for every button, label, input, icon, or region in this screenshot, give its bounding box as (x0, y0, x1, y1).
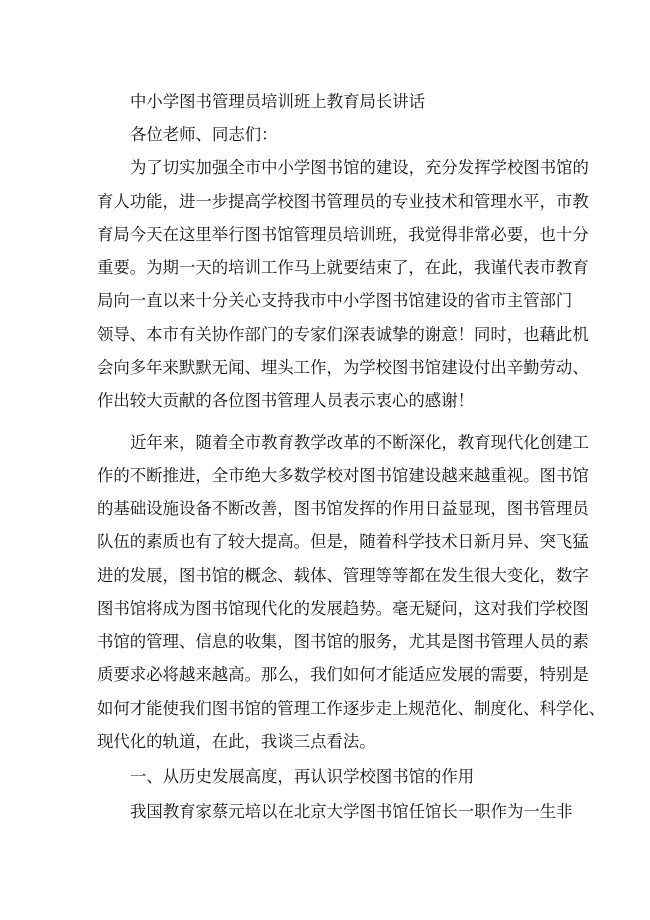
paragraph-1-line: 作出较大贡献的各位图书管理人员表示衷心的感谢！ (97, 391, 474, 410)
document-title: 中小学图书管理员培训班上教育局长讲话 (130, 92, 426, 111)
paragraph-2-line: 队伍的素质也有了较大提高。但是，随着科学技术日新月异、突飞猛 (97, 532, 589, 551)
paragraph-1-line: 会向多年来默默无闻、埋头工作，为学校图书馆建设付出辛勤劳动、 (97, 358, 589, 377)
section-heading-1: 一、从历史发展高度，再认识学校图书馆的作用 (130, 767, 475, 786)
paragraph-2-line: 近年来，随着全市教育教学改革的不断深化，教育现代化创建工 (130, 433, 589, 452)
paragraph-2-line: 图书馆将成为图书馆现代化的发展趋势。毫无疑问，这对我们学校图 (97, 599, 589, 618)
paragraph-2-line: 现代化的轨道，在此，我谈三点看法。 (97, 732, 376, 751)
paragraph-1-line: 重要。为期一天的培训工作马上就要结束了，在此，我谨代表市教育 (97, 258, 589, 277)
paragraph-1-line: 局向一直以来十分关心支持我市中小学图书馆建设的省市主管部门 (97, 291, 573, 310)
paragraph-2-line: 质要求必将越来越高。那么，我们如何才能适应发展的需要，特别是 (97, 665, 589, 684)
paragraph-2-line: 作的不断推进，全市绝大多数学校对图书馆建设越来越重视。图书馆 (97, 466, 589, 485)
paragraph-1-line: 育人功能，进一步提高学校图书管理员的专业技术和管理水平，市教 (97, 192, 589, 211)
paragraph-1-line: 领导、本市有关协作部门的专家们深表诚挚的谢意！同时，也藉此机 (97, 325, 589, 344)
paragraph-1-line: 为了切实加强全市中小学图书馆的建设，充分发挥学校图书馆的 (130, 158, 589, 177)
paragraph-2-line: 的基础设施设备不断改善，图书馆发挥的作用日益显现，图书管理员 (97, 499, 589, 518)
paragraph-2-line: 进的发展，图书馆的概念、载体、管理等等都在发生很大变化，数字 (97, 566, 589, 585)
paragraph-2-line: 如何才能使我们图书馆的管理工作逐步走上规范化、制度化、科学化、 (97, 699, 606, 718)
paragraph-2-line: 书馆的管理、信息的收集，图书馆的服务，尤其是图书管理人员的素 (97, 632, 589, 651)
paragraph-3-line: 我国教育家蔡元培以在北京大学图书馆任馆长一职作为一生非 (130, 802, 573, 821)
salutation: 各位老师、同志们： (130, 125, 278, 144)
paragraph-1-line: 育局今天在这里举行图书馆管理员培训班，我觉得非常必要，也十分 (97, 225, 589, 244)
